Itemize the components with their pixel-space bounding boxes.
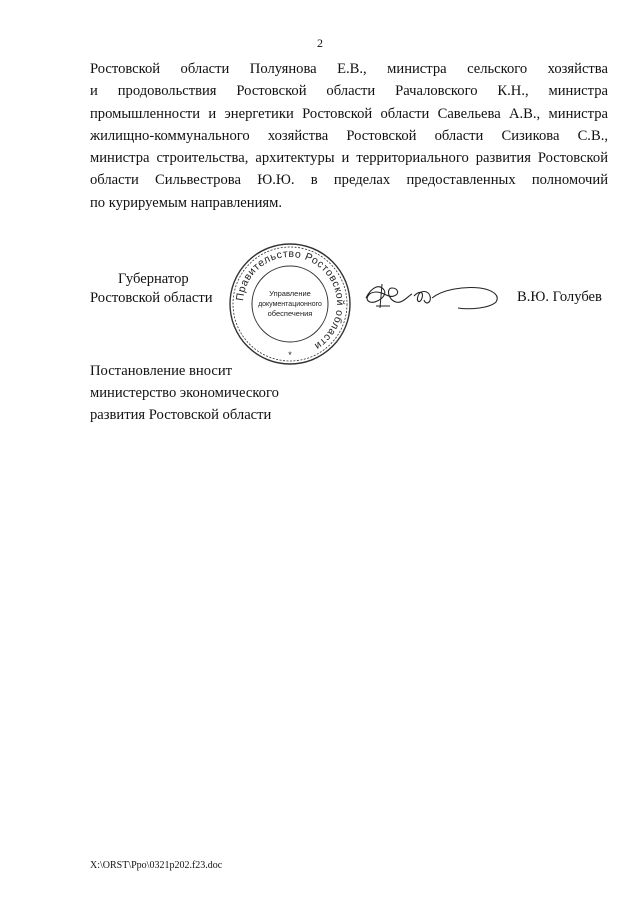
seal-inner-text: документационного — [258, 301, 322, 308]
signatory-title-line: Ростовской области — [90, 290, 213, 306]
paragraph-line: Ростовской области Полуянова Е.В., министра сельского хозяйства — [90, 61, 608, 77]
submission-note-line: министерство экономического — [90, 385, 279, 401]
submission-note — [90, 360, 279, 426]
paragraph-line: по курируемым направлениям. — [90, 194, 283, 211]
submission-note-line: Постановление вносит — [90, 363, 233, 379]
file-path: X:\ORST\Ppo\0321p202.f23.doc — [90, 860, 223, 871]
paragraph-line: промышленности и энергетики Ростовской области Савельева А.В., министра — [90, 105, 608, 122]
paragraph-line: и продовольствия Ростовской области Рачаловского К.Н., министра — [90, 83, 608, 100]
handwritten-signature — [362, 276, 502, 316]
seal-star-icon: * — [288, 350, 292, 360]
seal-inner-text: обеспечения — [267, 309, 313, 318]
submission-note-line: развития Ростовской области — [90, 407, 272, 423]
signatory-title — [90, 270, 213, 308]
paragraph-line: жилищно-коммунального хозяйства Ростовской области Сизикова С.В., — [90, 127, 608, 144]
page-number: 2 — [317, 36, 323, 50]
signatory-name: В.Ю. Голубев — [517, 289, 602, 305]
seal-outer-text: Правительство Ростовской области — [234, 247, 347, 353]
paragraph-line: министра строительства, архитектуры и территориального развития Ростовской — [90, 150, 608, 167]
body-paragraph — [90, 58, 608, 214]
official-seal — [228, 242, 352, 366]
paragraph-line: области Сильвестрова Ю.Ю. в пределах предоставленных полномочий — [90, 172, 608, 189]
signatory-title-line: Губернатор — [118, 271, 189, 287]
seal-inner-text: Управление — [269, 289, 311, 298]
